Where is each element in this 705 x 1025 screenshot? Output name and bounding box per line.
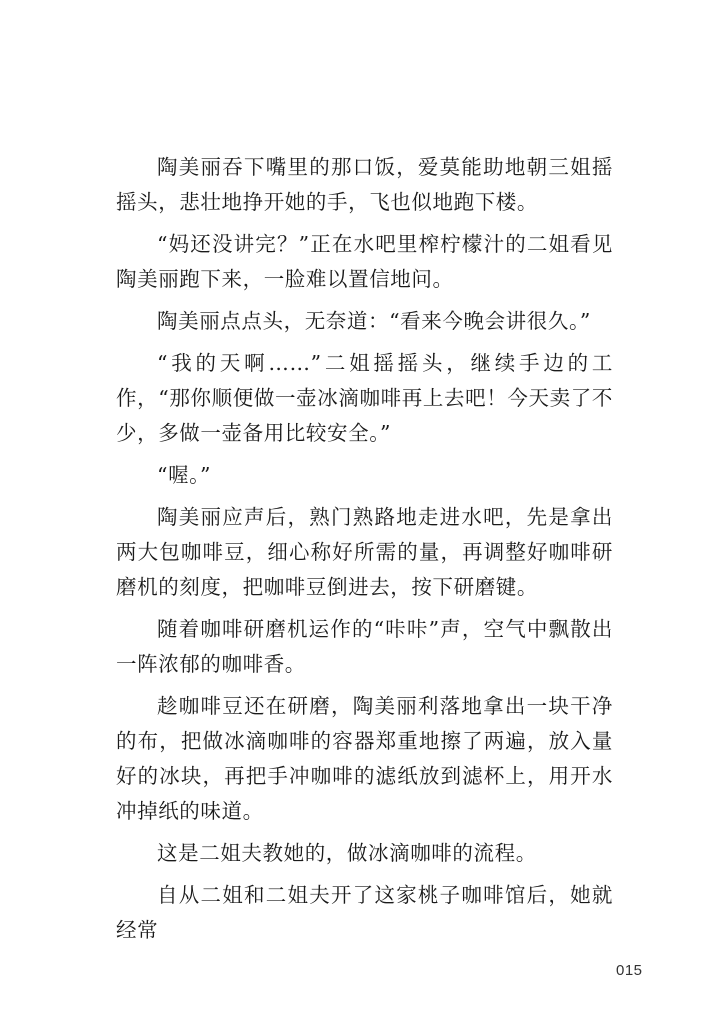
paragraph-2: “妈还没讲完？”正在水吧里榨柠檬汁的二姐看见陶美丽跑下来，一脸难以置信地问。 bbox=[116, 232, 613, 291]
paragraph-6: 陶美丽应声后，熟门熟路地走进水吧，先是拿出两大包咖啡豆，细心称好所需的量，再调整好咖啡研磨机的刻度，把咖啡豆倒进去，按下研磨键。 bbox=[116, 505, 613, 599]
body-text bbox=[116, 150, 613, 955]
page-number: 015 bbox=[616, 962, 643, 979]
paragraph-5: “喔。” bbox=[157, 463, 212, 487]
paragraph-3: 陶美丽点点头，无奈道：“看来今晚会讲很久。” bbox=[157, 309, 591, 333]
paragraph-1: 陶美丽吞下嘴里的那口饭，爱莫能助地朝三姐摇摇头，悲壮地挣开她的手，飞也似地跑下楼。 bbox=[116, 155, 613, 214]
paragraph-4: “我的天啊……”二姐摇摇头，继续手边的工作，“那你顺便做一壶冰滴咖啡再上去吧！今天卖了不少，多做一壶备用比较安全。” bbox=[116, 351, 613, 445]
paragraph-8: 趁咖啡豆还在研磨，陶美丽利落地拿出一块干净的布，把做冰滴咖啡的容器郑重地擦了两遍，放入量好的冰块，再把手冲咖啡的滤纸放到滤杯上，用开水冲掉纸的味道。 bbox=[116, 694, 613, 823]
paragraph-7: 随着咖啡研磨机运作的“咔咔”声，空气中飘散出一阵浓郁的咖啡香。 bbox=[116, 617, 613, 676]
paragraph-9: 这是二姐夫教她的，做冰滴咖啡的流程。 bbox=[157, 841, 537, 865]
paragraph-10: 自从二姐和二姐夫开了这家桃子咖啡馆后，她就经常 bbox=[116, 883, 613, 942]
